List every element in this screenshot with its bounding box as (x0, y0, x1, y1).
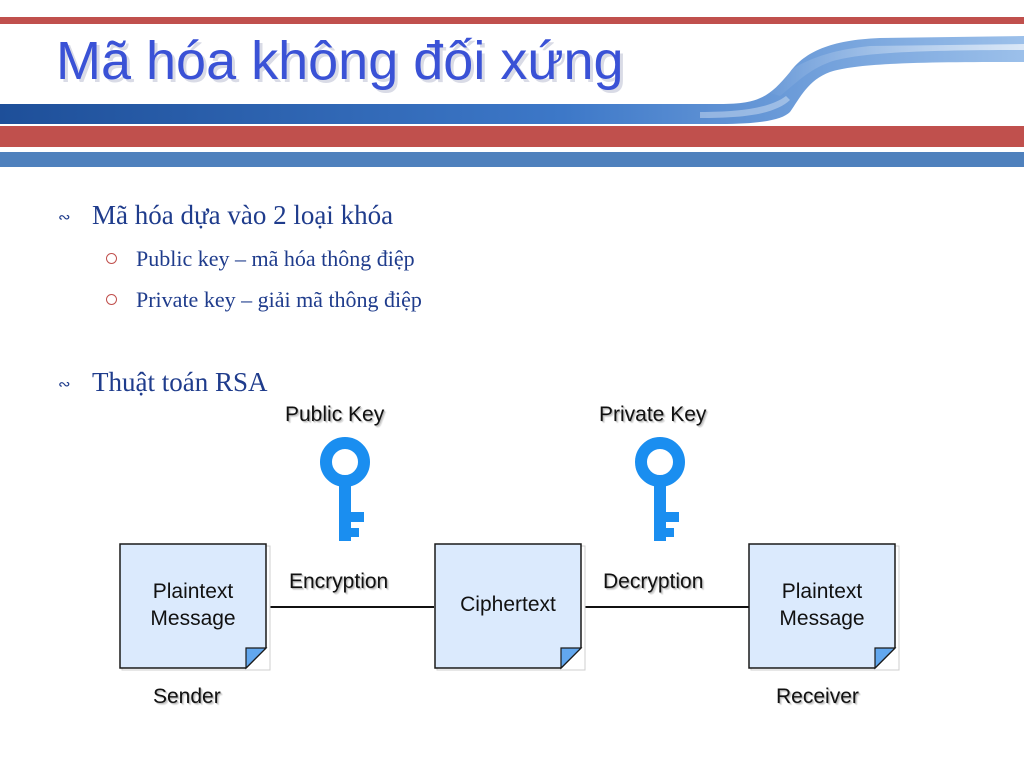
header-top-red-line (0, 17, 1024, 24)
public-key-label: Public Key (285, 403, 385, 426)
bullet-text: Thuật toán RSA (92, 367, 268, 397)
bullet-marker-icon: ∾ (58, 208, 71, 226)
slide-title: Mã hóa không đối xứng (56, 31, 624, 91)
bullet-marker-icon: ∾ (58, 375, 71, 393)
circle-bullet-icon (106, 294, 117, 305)
ciphertext-box-text: Ciphertext (460, 593, 556, 616)
circle-bullet-icon (106, 253, 117, 264)
sub-bullet-text: Private key – giải mã thông điệp (136, 287, 422, 312)
bullet-text: Mã hóa dựa vào 2 loại khóa (92, 200, 394, 230)
header-red-band (0, 126, 1024, 147)
diagram-graphics (0, 395, 1024, 715)
sender-box-text: Plaintext Message (150, 580, 236, 630)
receiver-label: Receiver (776, 685, 859, 708)
header-blue-band (0, 152, 1024, 167)
slide-header (0, 0, 1024, 175)
sender-label: Sender (153, 685, 221, 708)
private-key-icon (641, 443, 679, 541)
sub-bullet-text: Public key – mã hóa thông điệp (136, 246, 415, 271)
encryption-label: Encryption (289, 570, 389, 593)
public-key-icon (326, 443, 364, 541)
receiver-box-text: Plaintext Message (779, 580, 865, 630)
decryption-label: Decryption (603, 570, 704, 593)
encryption-diagram (0, 395, 1024, 715)
private-key-label: Private Key (599, 403, 707, 426)
